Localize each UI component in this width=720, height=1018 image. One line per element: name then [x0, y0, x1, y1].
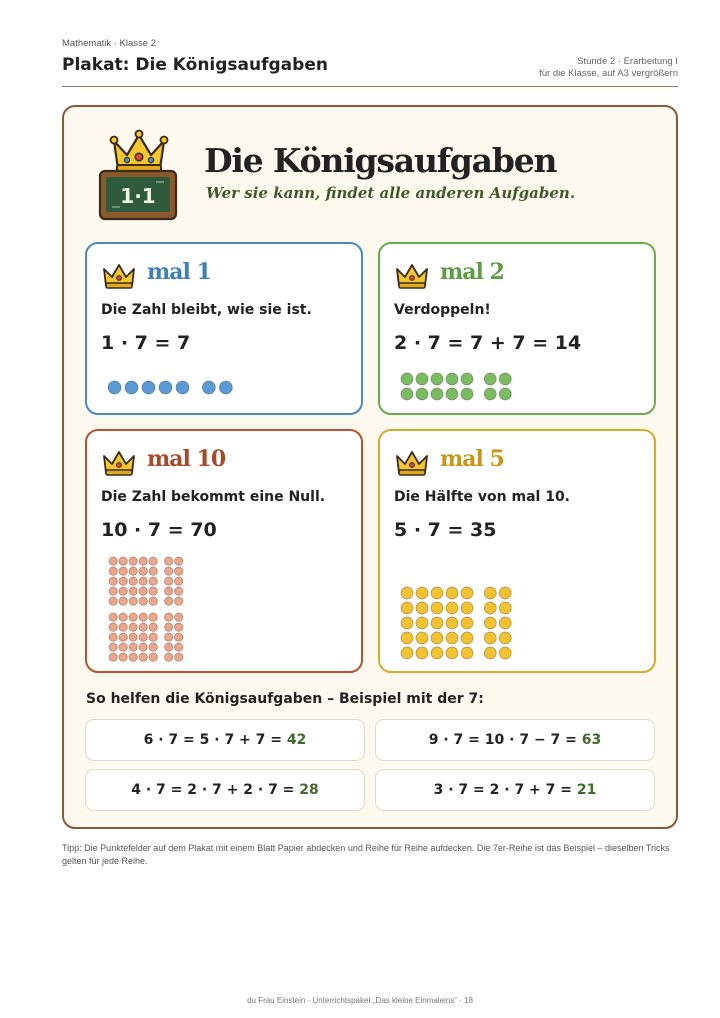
page-title: Plakat: Die Königsaufgaben — [62, 55, 328, 75]
dot — [129, 587, 137, 595]
dot — [119, 623, 127, 631]
poster-subtitle: Wer sie kann, findet alle anderen Aufgaben. — [206, 184, 576, 202]
dot — [461, 617, 473, 629]
dot — [175, 587, 183, 595]
dot — [139, 577, 147, 585]
dot — [416, 647, 428, 659]
dot — [139, 643, 147, 651]
dot — [499, 617, 511, 629]
dot — [401, 587, 413, 599]
dot — [109, 633, 117, 641]
chalkboard-icon — [100, 171, 176, 219]
dot — [219, 381, 232, 394]
dot — [165, 557, 173, 565]
dot — [484, 388, 496, 400]
dot — [139, 557, 147, 565]
dot — [119, 557, 127, 565]
example-expression: 3 · 7 = 2 · 7 + 7 = — [433, 782, 577, 798]
dot — [165, 577, 173, 585]
dot — [431, 617, 443, 629]
dot — [175, 623, 183, 631]
dot — [175, 597, 183, 605]
dot — [149, 653, 157, 661]
dot — [175, 577, 183, 585]
dot — [165, 567, 173, 575]
card-title: mal 1 — [147, 259, 211, 285]
dot — [149, 597, 157, 605]
dot — [149, 613, 157, 621]
page-footer: du Frau Einstein · Unterrichtspaket „Das kleine Einmaleins“ · 18 — [247, 996, 473, 1005]
dot — [159, 381, 172, 394]
dot — [499, 373, 511, 385]
dot — [175, 653, 183, 661]
card-equation: 1 · 7 = 7 — [101, 332, 191, 354]
dot — [175, 613, 183, 621]
dot — [461, 632, 473, 644]
dot — [142, 381, 155, 394]
dot — [139, 597, 147, 605]
examples-heading: So helfen die Königsaufgaben – Beispiel mit der 7: — [86, 691, 484, 707]
dot — [129, 567, 137, 575]
example-result: 63 — [581, 732, 602, 748]
dot — [446, 647, 458, 659]
crown-chalkboard-icon — [98, 127, 180, 223]
dot — [139, 653, 147, 661]
dot — [416, 587, 428, 599]
dot-field — [87, 431, 365, 671]
example-box — [85, 769, 365, 811]
dot — [129, 623, 137, 631]
dot — [149, 623, 157, 631]
card-rule: Die Hälfte von mal 10. — [394, 489, 570, 505]
dot — [165, 643, 173, 651]
dot — [109, 557, 117, 565]
dot — [165, 653, 173, 661]
dot — [109, 567, 117, 575]
dot — [401, 617, 413, 629]
card-rule: Verdoppeln! — [394, 302, 491, 318]
card-rule: Die Zahl bekommt eine Null. — [101, 489, 326, 505]
board-label: 1·1 — [120, 184, 156, 208]
dot — [446, 617, 458, 629]
example-expression: 6 · 7 = 5 · 7 + 7 = — [143, 732, 287, 748]
dot — [431, 587, 443, 599]
dot — [165, 597, 173, 605]
dot — [175, 643, 183, 651]
dot — [461, 647, 473, 659]
dot — [139, 633, 147, 641]
dot — [431, 647, 443, 659]
dot — [109, 587, 117, 595]
dot — [129, 557, 137, 565]
dot — [109, 613, 117, 621]
dot — [484, 373, 496, 385]
dot-field — [380, 431, 658, 671]
dot — [416, 632, 428, 644]
example-result: 21 — [576, 782, 597, 798]
dot — [125, 381, 138, 394]
crown-icon — [111, 131, 168, 174]
dot — [484, 632, 496, 644]
dot — [149, 557, 157, 565]
dot — [461, 587, 473, 599]
dot — [446, 373, 458, 385]
dot — [401, 373, 413, 385]
dot — [165, 587, 173, 595]
dot — [401, 602, 413, 614]
dot — [129, 633, 137, 641]
example-expression: 4 · 7 = 2 · 7 + 2 · 7 = — [131, 782, 300, 798]
example-box — [85, 719, 365, 761]
dot — [129, 597, 137, 605]
card-rule: Die Zahl bleibt, wie sie ist. — [101, 302, 312, 318]
dot — [484, 647, 496, 659]
dot — [461, 373, 473, 385]
dot — [165, 613, 173, 621]
poster — [62, 105, 678, 829]
dot — [416, 388, 428, 400]
dot — [129, 577, 137, 585]
dot — [149, 643, 157, 651]
card-equation: 2 · 7 = 7 + 7 = 14 — [394, 332, 582, 354]
dot — [109, 643, 117, 651]
dot — [202, 381, 215, 394]
dot — [401, 388, 413, 400]
dot — [119, 643, 127, 651]
example-expression: 9 · 7 = 10 · 7 − 7 = — [428, 732, 582, 748]
dot — [401, 632, 413, 644]
dot — [446, 388, 458, 400]
dot — [446, 632, 458, 644]
header-subject: Mathematik · Klasse 2 — [62, 38, 156, 49]
dot — [165, 633, 173, 641]
header-divider — [62, 86, 678, 87]
dot — [175, 633, 183, 641]
dot — [119, 653, 127, 661]
dot — [119, 597, 127, 605]
card-equation: 5 · 7 = 35 — [394, 519, 497, 541]
dot — [149, 577, 157, 585]
dot — [139, 567, 147, 575]
dot — [431, 388, 443, 400]
dot — [431, 632, 443, 644]
dot — [119, 633, 127, 641]
dot — [176, 381, 189, 394]
dot — [499, 602, 511, 614]
dot — [431, 373, 443, 385]
dot — [175, 557, 183, 565]
dot — [149, 633, 157, 641]
card-mal-10 — [85, 429, 363, 673]
dot — [499, 587, 511, 599]
dot — [461, 388, 473, 400]
dot — [149, 567, 157, 575]
dot — [416, 602, 428, 614]
example-result: 42 — [286, 732, 307, 748]
dot — [109, 597, 117, 605]
dot — [119, 577, 127, 585]
dot — [175, 567, 183, 575]
lesson-label: Stunde 2 · Erarbeitung I — [577, 56, 678, 67]
example-box — [375, 769, 655, 811]
header-meta — [539, 56, 678, 80]
dot — [149, 587, 157, 595]
dot — [484, 617, 496, 629]
card-equation: 10 · 7 = 70 — [101, 519, 217, 541]
tip-text: Tipp: Die Punktefelder auf dem Plakat mit einem Blatt Papier abdecken und Reihe für Reihe aufdecken. Die 7er-Reihe ist das Beispiel – dieselben Tricks gelten für jede Reihe. — [62, 843, 670, 866]
print-note: für die Klasse, auf A3 vergrößern — [539, 68, 678, 79]
card-mal-1 — [85, 242, 363, 415]
dot — [499, 388, 511, 400]
dot — [109, 577, 117, 585]
dot — [499, 632, 511, 644]
dot — [416, 373, 428, 385]
dot — [139, 613, 147, 621]
dot — [119, 613, 127, 621]
dot — [129, 643, 137, 651]
dot — [139, 623, 147, 631]
card-title: mal 2 — [440, 259, 504, 285]
poster-title: Die Königsaufgaben — [204, 141, 557, 180]
dot — [461, 602, 473, 614]
card-title: mal 5 — [440, 446, 504, 472]
dot — [119, 587, 127, 595]
dot — [109, 623, 117, 631]
dot — [139, 587, 147, 595]
example-box — [375, 719, 655, 761]
dot — [484, 602, 496, 614]
dot — [129, 613, 137, 621]
card-mal-5 — [378, 429, 656, 673]
card-mal-2 — [378, 242, 656, 415]
dot — [119, 567, 127, 575]
dot — [431, 602, 443, 614]
example-result: 28 — [299, 782, 319, 798]
dot — [499, 647, 511, 659]
dot — [165, 623, 173, 631]
dot — [108, 381, 121, 394]
dot — [401, 647, 413, 659]
dot — [416, 617, 428, 629]
card-title: mal 10 — [147, 446, 226, 472]
dot — [484, 587, 496, 599]
dot — [109, 653, 117, 661]
dot — [446, 587, 458, 599]
dot — [129, 653, 137, 661]
dot — [446, 602, 458, 614]
